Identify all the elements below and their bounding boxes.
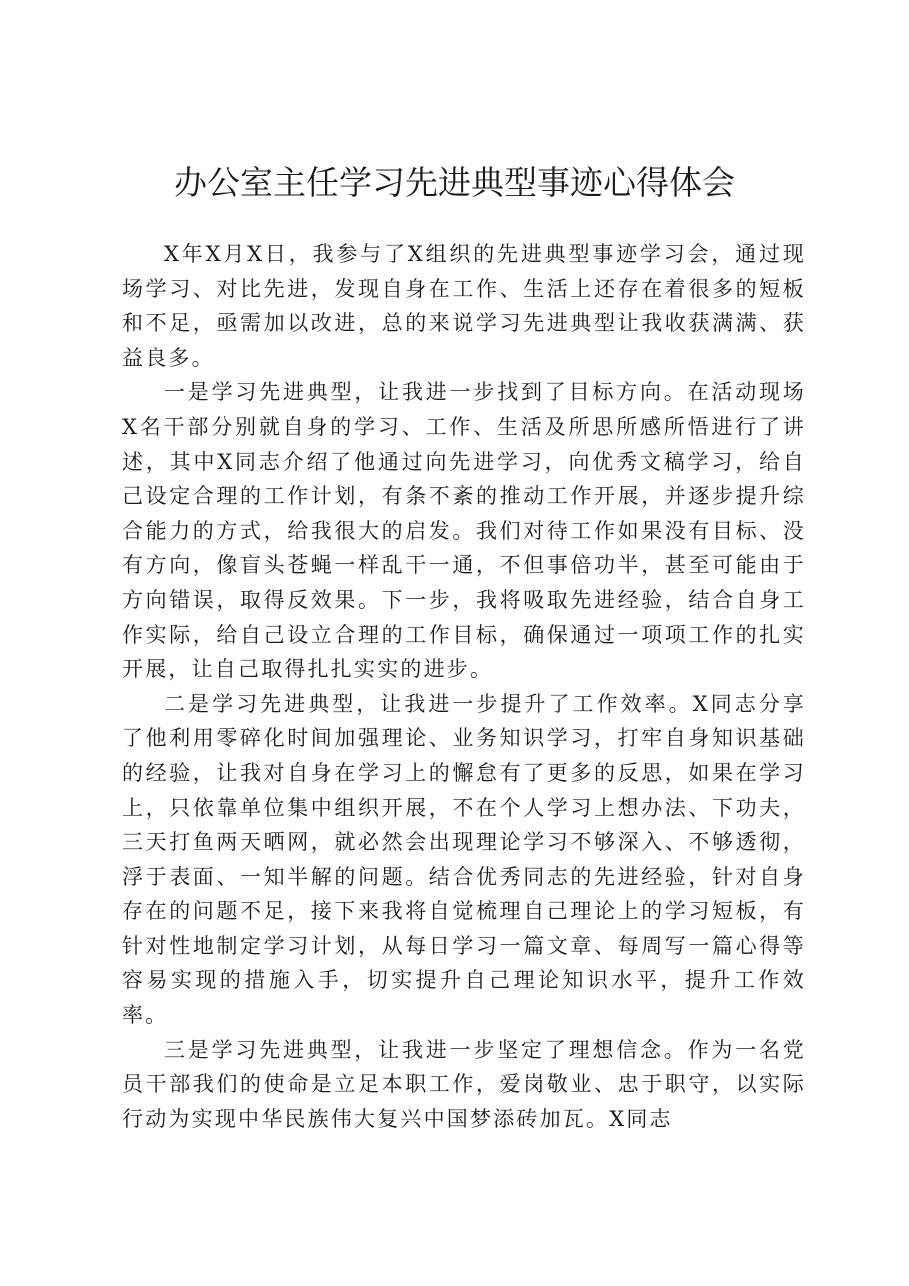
paragraph-point-two: 二是学习先进典型，让我进一步提升了工作效率。X同志分享了他利用零碎化时间加强理论、业务知识学习，打牢自身知识基础的经验，让我对自身在学习上的懈怠有了更多的反思，如果在学习上，只依靠单位集中组织开展，不在个人学习上想办法、下功夫，三天打鱼两天晒网，就必然会出现理论学习不够深入、不够透彻，浮于表面、一知半解的问题。结合优秀同志的先进经验，针对自身存在的问题不足，接下来我将自觉梳理自己理论上的学习短板，有针对性地制定学习计划，从每日学习一篇文章、每周写一篇心得等容易实现的措施入手，切实提升自己理论知识水平，提升工作效率。: [122, 691, 806, 1028]
document-body: [122, 237, 806, 1136]
paragraph-intro: X年X月X日，我参与了X组织的先进典型事迹学习会，通过现场学习、对比先进，发现自身在工作、生活上还存在着很多的短板和不足，亟需加以改进，总的来说学习先进典型让我收获满满、获益良多。: [122, 242, 806, 370]
paragraph-point-three: 三是学习先进典型，让我进一步坚定了理想信念。作为一名党员干部我们的使命是立足本职工作，爱岗敬业、忠于职守，以实际行动为实现中华民族伟大复兴中国梦添砖加瓦。X同志: [122, 1037, 806, 1131]
paragraph-point-one: 一是学习先进典型，让我进一步找到了目标方向。在活动现场X名干部分别就自身的学习、工作、生活及所思所感所悟进行了讲述，其中X同志介绍了他通过向先进学习，向优秀文稿学习，给自己设定合理的工作计划，有条不紊的推动工作开展，并逐步提升综合能力的方式，给我很大的启发。我们对待工作如果没有目标、没有方向，像盲头苍蝇一样乱干一通，不但事倍功半，甚至可能由于方向错误，取得反效果。下一步，我将吸取先进经验，结合自身工作实际，给自己设立合理的工作目标，确保通过一项项工作的扎实开展，让自己取得扎扎实实的进步。: [122, 380, 806, 682]
document-title: 办公室主任学习先进典型事迹心得体会: [174, 163, 735, 202]
